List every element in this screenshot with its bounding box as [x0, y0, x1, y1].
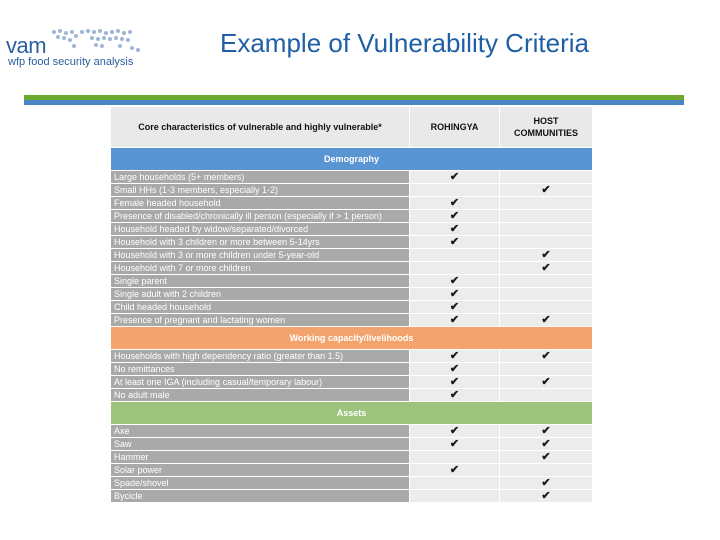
column-header-host: HOST COMMUNITIES [500, 107, 593, 148]
column-header-rohingya: ROHINGYA [410, 107, 500, 148]
table-row [111, 171, 593, 184]
criterion-label: Household headed by widow/separated/divorced [111, 223, 410, 236]
rohingya-cell [410, 350, 500, 363]
rohingya-cell [410, 389, 500, 402]
host-cell [500, 301, 593, 314]
rohingya-cell [410, 197, 500, 210]
vam-logo [4, 26, 154, 70]
table-row [111, 477, 593, 490]
rohingya-cell [410, 451, 500, 464]
checkmark-icon: ✔ [449, 197, 460, 209]
host-cell [500, 464, 593, 477]
criterion-label: At least one IGA (including casual/temporary labour) [111, 376, 410, 389]
table-row [111, 197, 593, 210]
criterion-label: Child headed household [111, 301, 410, 314]
criterion-label: Small HHs (1-3 members, especially 1-2) [111, 184, 410, 197]
checkmark-icon: ✔ [541, 262, 551, 274]
rohingya-cell [410, 262, 500, 275]
table-row [111, 350, 593, 363]
world-map-icon [46, 26, 146, 54]
checkmark-icon: ✔ [449, 223, 460, 235]
table-row [111, 301, 593, 314]
rohingya-cell [410, 301, 500, 314]
checkmark-icon: ✔ [449, 438, 460, 450]
rohingya-cell [410, 438, 500, 451]
rohingya-cell [410, 223, 500, 236]
criterion-label: Hammer [111, 451, 410, 464]
checkmark-icon: ✔ [449, 301, 460, 313]
checkmark-icon: ✔ [541, 314, 551, 326]
host-cell [500, 451, 593, 464]
rohingya-cell [410, 184, 500, 197]
rohingya-cell [410, 288, 500, 301]
criterion-label: Presence of disabled/chronically ill person (especially if > 1 person) [111, 210, 410, 223]
checkmark-icon: ✔ [541, 425, 551, 437]
host-cell [500, 210, 593, 223]
criterion-label: Single parent [111, 275, 410, 288]
column-header-criteria: Core characteristics of vulnerable and highly vulnerable* [111, 107, 410, 148]
rohingya-cell [410, 490, 500, 503]
table-row [111, 314, 593, 327]
host-cell [500, 184, 593, 197]
criterion-label: Saw [111, 438, 410, 451]
checkmark-icon: ✔ [541, 490, 551, 502]
checkmark-icon: ✔ [449, 389, 460, 401]
checkmark-icon: ✔ [449, 363, 460, 375]
rohingya-cell [410, 249, 500, 262]
table-row [111, 376, 593, 389]
checkmark-icon: ✔ [541, 350, 551, 362]
table-row [111, 389, 593, 402]
section-header-row [111, 148, 593, 171]
table-row [111, 249, 593, 262]
table-row [111, 438, 593, 451]
logo-subtitle: wfp food security analysis [8, 56, 134, 68]
host-cell [500, 197, 593, 210]
checkmark-icon: ✔ [541, 451, 551, 463]
section-header-row [111, 327, 593, 350]
host-cell [500, 275, 593, 288]
checkmark-icon: ✔ [449, 236, 460, 248]
criterion-label: No remittances [111, 363, 410, 376]
table-row [111, 464, 593, 477]
criterion-label: Solar power [111, 464, 410, 477]
checkmark-icon: ✔ [449, 425, 460, 437]
table-header-row [111, 107, 593, 148]
table-row [111, 490, 593, 503]
rohingya-cell [410, 363, 500, 376]
rohingya-cell [410, 477, 500, 490]
checkmark-icon: ✔ [541, 184, 551, 196]
criterion-label: Households with high dependency ratio (greater than 1.5) [111, 350, 410, 363]
table-row [111, 275, 593, 288]
host-cell [500, 171, 593, 184]
host-cell [500, 223, 593, 236]
criteria-table [110, 106, 593, 503]
rohingya-cell [410, 210, 500, 223]
table-row [111, 425, 593, 438]
host-cell [500, 490, 593, 503]
checkmark-icon: ✔ [449, 210, 460, 222]
criterion-label: No adult male [111, 389, 410, 402]
table-row [111, 236, 593, 249]
rohingya-cell [410, 425, 500, 438]
host-cell [500, 314, 593, 327]
checkmark-icon: ✔ [449, 275, 460, 287]
section-header-row [111, 402, 593, 425]
host-cell [500, 376, 593, 389]
criterion-label: Presence of pregnant and lactating women [111, 314, 410, 327]
divider-blue [24, 100, 684, 105]
table-row [111, 363, 593, 376]
host-cell [500, 477, 593, 490]
criterion-label: Large households (5+ members) [111, 171, 410, 184]
table-row [111, 288, 593, 301]
rohingya-cell [410, 171, 500, 184]
criterion-label: Household with 7 or more children [111, 262, 410, 275]
section-title: Working capacity/livelihoods [111, 327, 593, 350]
checkmark-icon: ✔ [449, 288, 460, 300]
logo-text: vam [6, 33, 47, 58]
rohingya-cell [410, 464, 500, 477]
rohingya-cell [410, 376, 500, 389]
rohingya-cell [410, 314, 500, 327]
table-row [111, 223, 593, 236]
criterion-label: Household with 3 children or more between 5-14yrs [111, 236, 410, 249]
host-cell [500, 363, 593, 376]
criterion-label: Axe [111, 425, 410, 438]
checkmark-icon: ✔ [449, 350, 460, 362]
host-cell [500, 288, 593, 301]
criterion-label: Female headed household [111, 197, 410, 210]
host-cell [500, 236, 593, 249]
host-cell [500, 425, 593, 438]
host-cell [500, 262, 593, 275]
checkmark-icon: ✔ [541, 376, 551, 388]
checkmark-icon: ✔ [449, 464, 460, 476]
host-cell [500, 350, 593, 363]
host-cell [500, 389, 593, 402]
rohingya-cell [410, 236, 500, 249]
criterion-label: Single adult with 2 children [111, 288, 410, 301]
table-row [111, 184, 593, 197]
checkmark-icon: ✔ [541, 438, 551, 450]
slide-title: Example of Vulnerability Criteria [220, 28, 589, 58]
section-title: Demography [111, 148, 593, 171]
table-row [111, 210, 593, 223]
checkmark-icon: ✔ [541, 249, 551, 261]
host-cell [500, 438, 593, 451]
checkmark-icon: ✔ [449, 314, 460, 326]
criterion-label: Household with 3 or more children under 5-year-old [111, 249, 410, 262]
checkmark-icon: ✔ [449, 376, 460, 388]
host-cell [500, 249, 593, 262]
table-body [111, 148, 593, 503]
criterion-label: Bycicle [111, 490, 410, 503]
checkmark-icon: ✔ [541, 477, 551, 489]
section-title: Assets [111, 402, 593, 425]
checkmark-icon: ✔ [449, 171, 460, 183]
table-row [111, 451, 593, 464]
criterion-label: Spade/shovel [111, 477, 410, 490]
rohingya-cell [410, 275, 500, 288]
table-row [111, 262, 593, 275]
